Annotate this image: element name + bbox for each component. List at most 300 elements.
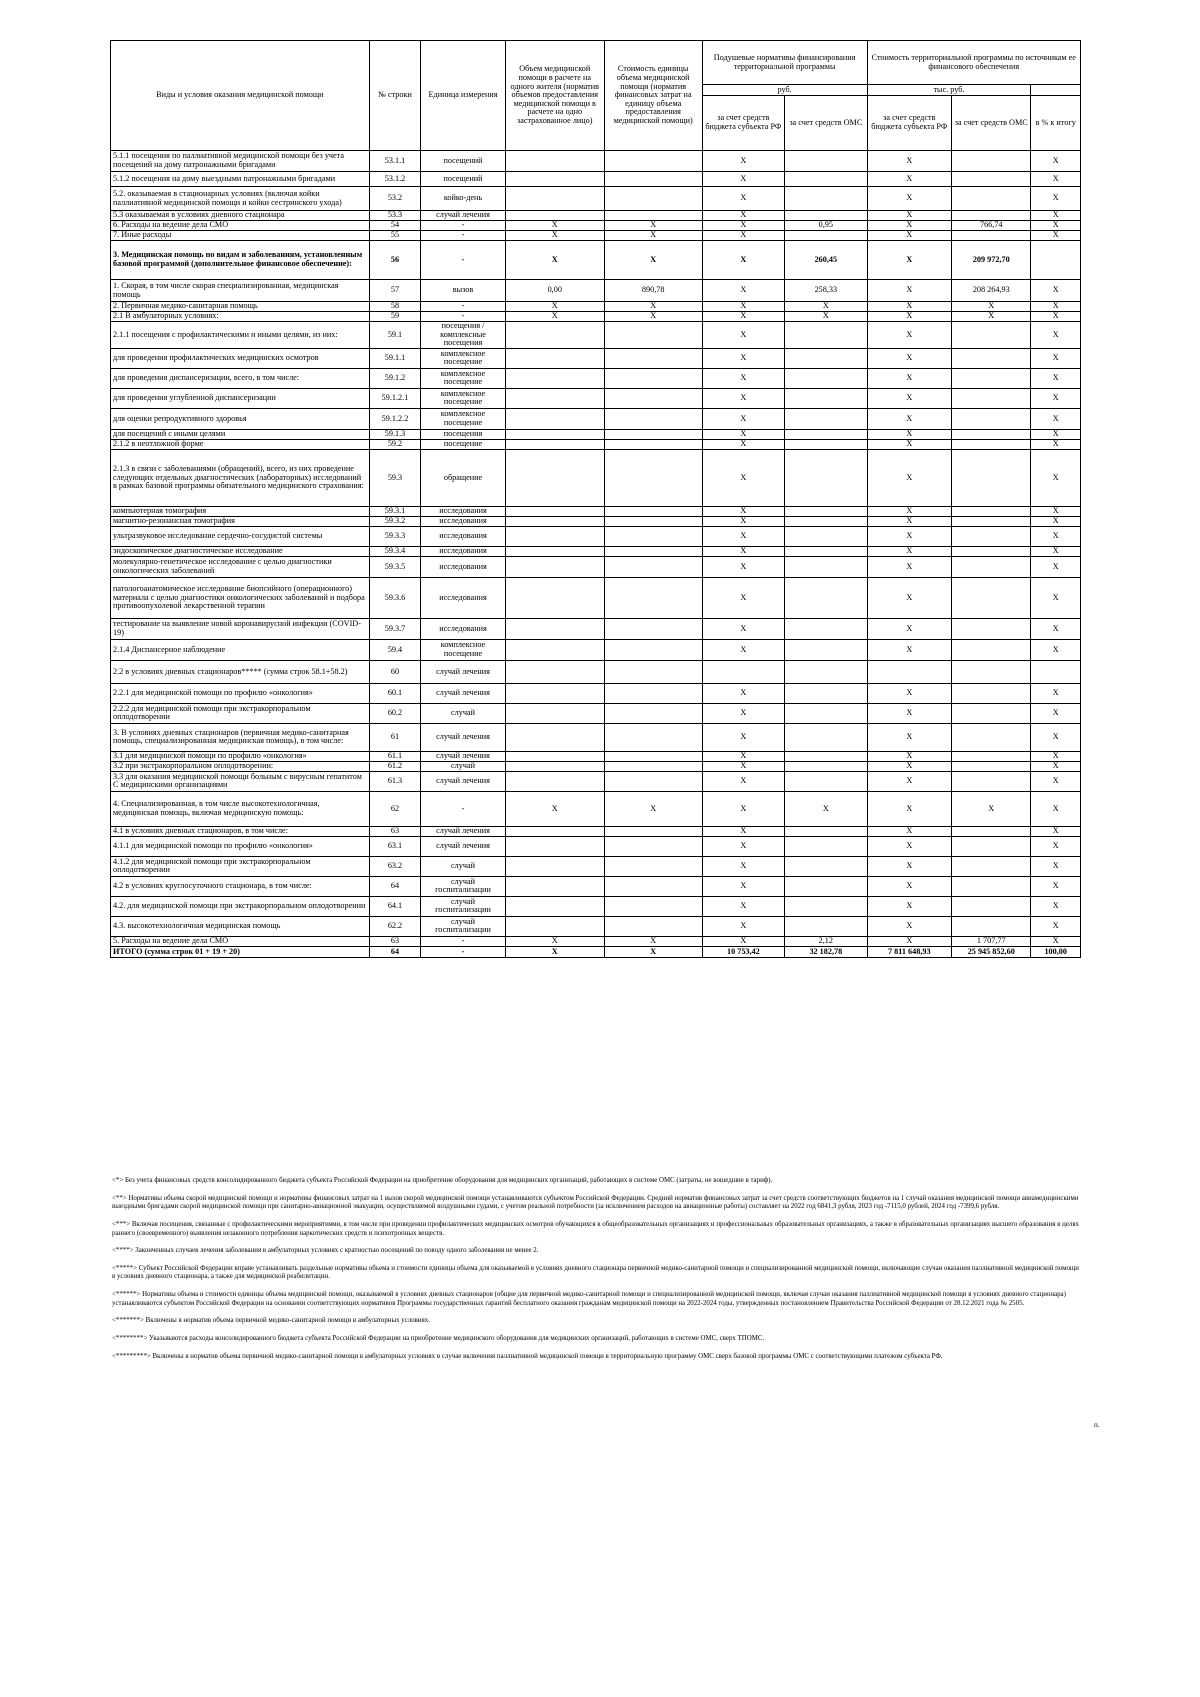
cell-o: [785, 172, 867, 187]
cell-p: X: [1031, 368, 1081, 388]
cell-b2: X: [867, 408, 952, 429]
table-row: [111, 826, 1081, 836]
cell-cost: [604, 526, 702, 546]
table-row: [111, 506, 1081, 516]
cell-o: [785, 187, 867, 211]
cell-b2: X: [867, 876, 952, 896]
cell-unit: случай лечения: [421, 660, 506, 683]
cell-o2: [952, 322, 1031, 349]
cell-no: 55: [369, 231, 421, 241]
cell-o2: [952, 516, 1031, 526]
cell-no: 62.2: [369, 916, 421, 936]
program-table-sheet: [110, 40, 1081, 958]
cell-b: X: [702, 302, 784, 312]
header-budget: за счет средств бюджета субъекта РФ: [702, 96, 784, 151]
cell-unit: исследования: [421, 556, 506, 577]
footnote: <*********> Включены в норматив объема первичной медико-санитарной помощи в амбулаторных условиях в случае включения паллиативной медицинской помощи в территориальную программу ОМС сверх базовой программы ОМС с соответствующими платежом субъекта РФ.: [112, 1352, 943, 1360]
cell-b2: X: [867, 836, 952, 856]
cell-unit: случай лечения: [421, 836, 506, 856]
cell-name: 4.1.2 для медицинской помощи при экстракорпоральном оплодотворении: [111, 856, 370, 876]
cell-name: 4.2. для медицинской помощи при экстракорпоральном оплодотворении: [111, 896, 370, 916]
cell-b2: X: [867, 221, 952, 231]
cell-no: 63.2: [369, 856, 421, 876]
cell-vol: X: [505, 936, 604, 946]
cell-unit: случай лечения: [421, 211, 506, 221]
cell-name: 6. Расходы на ведение дела СМО: [111, 221, 370, 231]
table-row: [111, 312, 1081, 322]
cell-p: X: [1031, 322, 1081, 349]
cell-cost: X: [604, 231, 702, 241]
cell-vol: [505, 771, 604, 791]
cell-b2: X: [867, 388, 952, 408]
cell-no: 59.3.7: [369, 618, 421, 639]
cell-no: 59.1.2: [369, 368, 421, 388]
cell-o2: [952, 856, 1031, 876]
cell-p: X: [1031, 856, 1081, 876]
cell-cost: 890,78: [604, 280, 702, 302]
cell-cost: [604, 577, 702, 618]
cell-unit: исследования: [421, 506, 506, 516]
cell-b2: X: [867, 771, 952, 791]
cell-unit: -: [421, 302, 506, 312]
table-row: [111, 751, 1081, 761]
cell-o2: [952, 506, 1031, 516]
cell-unit: вызов: [421, 280, 506, 302]
cell-name: для проведения профилактических медицинских осмотров: [111, 348, 370, 368]
cell-vol: [505, 187, 604, 211]
cell-unit: посещений: [421, 151, 506, 172]
cell-name: для проведения диспансеризации, всего, в том числе:: [111, 368, 370, 388]
cell-cost: X: [604, 946, 702, 957]
cell-b: X: [702, 723, 784, 751]
cell-name: 2.1.3 в связи с заболеваниями (обращений), всего, из них проведение следующих отдельных диагностических (лабораторных) исследований в рамках базовой программы обязательного медицинского страхования:: [111, 449, 370, 506]
cell-o2: [952, 151, 1031, 172]
cell-o2: 1 707,77: [952, 936, 1031, 946]
cell-name: ультразвуковое исследование сердечно-сосудистой системы: [111, 526, 370, 546]
table-row: [111, 761, 1081, 771]
cell-o2: [952, 761, 1031, 771]
cell-cost: [604, 683, 702, 703]
table-row: [111, 916, 1081, 936]
cell-name: 5.2. оказываемая в стационарных условиях (включая койки паллиативной медицинской помощи и койки сестринского ухода): [111, 187, 370, 211]
cell-no: 58: [369, 302, 421, 312]
cell-o: [785, 516, 867, 526]
cell-cost: [604, 896, 702, 916]
cell-no: 59.3.6: [369, 577, 421, 618]
cell-p: X: [1031, 639, 1081, 660]
cell-b2: X: [867, 826, 952, 836]
cell-vol: [505, 751, 604, 761]
cell-o2: [952, 771, 1031, 791]
cell-p: X: [1031, 312, 1081, 322]
cell-name: 4.1.1 для медицинской помощи по профилю «онкология»: [111, 836, 370, 856]
cell-b: X: [702, 408, 784, 429]
table-row: [111, 836, 1081, 856]
cell-p: X: [1031, 703, 1081, 723]
cell-o: 2,12: [785, 936, 867, 946]
header-per-capita-unit: руб.: [702, 85, 867, 96]
cell-o2: [952, 187, 1031, 211]
cell-name: 4. Специализированная, в том числе высокотехнологичная, медицинская помощь, включая медицинскую помощь:: [111, 791, 370, 826]
cell-o: 258,33: [785, 280, 867, 302]
table-row: [111, 151, 1081, 172]
cell-cost: [604, 761, 702, 771]
cell-cost: [604, 556, 702, 577]
cell-p: X: [1031, 683, 1081, 703]
cell-b: X: [702, 221, 784, 231]
cell-name: 2.1 В амбулаторных условиях:: [111, 312, 370, 322]
cell-b: X: [702, 368, 784, 388]
cell-vol: [505, 761, 604, 771]
cell-o: X: [785, 312, 867, 322]
cell-b: X: [702, 312, 784, 322]
cell-o: [785, 856, 867, 876]
cell-p: X: [1031, 388, 1081, 408]
cell-unit: исследования: [421, 546, 506, 556]
cell-cost: [604, 172, 702, 187]
cell-o: [785, 388, 867, 408]
cell-vol: [505, 618, 604, 639]
cell-p: X: [1031, 211, 1081, 221]
cell-o: X: [785, 302, 867, 312]
cell-b: X: [702, 826, 784, 836]
cell-b2: X: [867, 556, 952, 577]
cell-no: 61.1: [369, 751, 421, 761]
cell-name: 3. Медицинская помощь по видам и заболеваниям, установленным базовой программой (дополнительное финансовое обеспечение):: [111, 241, 370, 280]
cell-unit: случай госпитализации: [421, 896, 506, 916]
cell-b: X: [702, 231, 784, 241]
cell-b: X: [702, 556, 784, 577]
table-row: [111, 368, 1081, 388]
cell-b2: X: [867, 683, 952, 703]
cell-unit: случай: [421, 761, 506, 771]
header-row-number: № строки: [369, 41, 421, 151]
table-row: [111, 322, 1081, 349]
cell-cost: [604, 826, 702, 836]
cell-b2: X: [867, 231, 952, 241]
cell-no: 60: [369, 660, 421, 683]
cell-vol: X: [505, 946, 604, 957]
cell-o: [785, 703, 867, 723]
cell-cost: X: [604, 241, 702, 280]
cell-b2: 7 811 648,93: [867, 946, 952, 957]
cell-vol: [505, 348, 604, 368]
cell-o: [785, 683, 867, 703]
cell-no: 59: [369, 312, 421, 322]
cell-vol: [505, 703, 604, 723]
cell-o: [785, 577, 867, 618]
cell-p: X: [1031, 526, 1081, 546]
cell-cost: X: [604, 791, 702, 826]
cell-o: X: [785, 791, 867, 826]
cell-o2: 208 264,93: [952, 280, 1031, 302]
cell-p: 100,00: [1031, 946, 1081, 957]
header-percent: в % к итогу: [1031, 96, 1081, 151]
cell-cost: [604, 439, 702, 449]
cell-p: X: [1031, 302, 1081, 312]
cell-vol: [505, 439, 604, 449]
cell-p: X: [1031, 771, 1081, 791]
cell-b2: X: [867, 516, 952, 526]
cell-vol: [505, 577, 604, 618]
cell-vol: [505, 546, 604, 556]
cell-b: X: [702, 771, 784, 791]
footnote: <********> Указываются расходы консолидированного бюджета субъекта Российской Федерации на приобретение медицинского оборудования для медицинских организаций, работающих в системе ОМС, сверх ТПОМС.: [112, 1334, 765, 1342]
cell-unit: случай лечения: [421, 751, 506, 761]
cell-cost: [604, 187, 702, 211]
cell-p: X: [1031, 506, 1081, 516]
cell-name: 5. Расходы на ведение дела СМО: [111, 936, 370, 946]
cell-vol: [505, 368, 604, 388]
cell-unit: исследования: [421, 516, 506, 526]
cell-unit: -: [421, 231, 506, 241]
cell-o2: [952, 408, 1031, 429]
cell-o2: [952, 836, 1031, 856]
cell-name: для проведения углубленной диспансеризации: [111, 388, 370, 408]
cell-p: X: [1031, 826, 1081, 836]
cell-no: 53.2: [369, 187, 421, 211]
cell-cost: [604, 639, 702, 660]
cell-b: X: [702, 280, 784, 302]
cell-vol: X: [505, 312, 604, 322]
cell-unit: комплексное посещение: [421, 639, 506, 660]
cell-p: X: [1031, 439, 1081, 449]
cell-b: X: [702, 896, 784, 916]
cell-p: X: [1031, 221, 1081, 231]
table-row: [111, 577, 1081, 618]
cell-p: X: [1031, 546, 1081, 556]
cell-b: X: [702, 172, 784, 187]
cell-p: X: [1031, 449, 1081, 506]
cell-b: X: [702, 241, 784, 280]
cell-b2: X: [867, 439, 952, 449]
cell-o2: [952, 172, 1031, 187]
cell-b2: X: [867, 211, 952, 221]
cell-name: для оценки репродуктивного здоровья: [111, 408, 370, 429]
cell-p: X: [1031, 348, 1081, 368]
cell-o: [785, 826, 867, 836]
cell-b2: X: [867, 449, 952, 506]
cell-o: [785, 896, 867, 916]
cell-o2: [952, 618, 1031, 639]
cell-b2: X: [867, 936, 952, 946]
cell-b2: X: [867, 506, 952, 516]
cell-o: [785, 348, 867, 368]
cell-o2: [952, 660, 1031, 683]
cell-o: [785, 526, 867, 546]
cell-o: [785, 639, 867, 660]
cell-b2: X: [867, 312, 952, 322]
cell-no: 64.1: [369, 896, 421, 916]
table-row: [111, 618, 1081, 639]
cell-o: 260,45: [785, 241, 867, 280]
cell-o: [785, 660, 867, 683]
cell-o2: X: [952, 302, 1031, 312]
cell-o2: [952, 388, 1031, 408]
cell-vol: [505, 683, 604, 703]
cell-unit: случай госпитализации: [421, 916, 506, 936]
cell-o2: [952, 639, 1031, 660]
cell-vol: [505, 388, 604, 408]
cell-p: X: [1031, 187, 1081, 211]
table-row: [111, 187, 1081, 211]
cell-o2: [952, 577, 1031, 618]
cell-cost: [604, 836, 702, 856]
cell-cost: [604, 388, 702, 408]
cell-o2: X: [952, 312, 1031, 322]
table-row: [111, 302, 1081, 312]
cell-o: [785, 556, 867, 577]
cell-p: X: [1031, 516, 1081, 526]
cell-no: 59.2: [369, 439, 421, 449]
cell-unit: случай лечения: [421, 771, 506, 791]
cell-name: 2.1.4 Диспансерное наблюдение: [111, 639, 370, 660]
table-row: [111, 516, 1081, 526]
header-volume: Объем медицинской помощи в расчете на одного жителя (норматив объемов предоставления медицинской помощи в расчете на одно застрахованное лицо): [505, 41, 604, 151]
cell-no: 53.1.1: [369, 151, 421, 172]
cell-p: X: [1031, 577, 1081, 618]
cell-b: X: [702, 506, 784, 516]
header-oms-2: за счет средств ОМС: [952, 96, 1031, 151]
cell-o2: [952, 723, 1031, 751]
cell-b2: X: [867, 302, 952, 312]
cell-unit: исследования: [421, 618, 506, 639]
cell-o: [785, 876, 867, 896]
cell-b2: X: [867, 368, 952, 388]
cell-cost: X: [604, 312, 702, 322]
cell-b2: X: [867, 577, 952, 618]
cell-vol: X: [505, 241, 604, 280]
cell-p: X: [1031, 556, 1081, 577]
cell-cost: X: [604, 302, 702, 312]
cell-p: X: [1031, 280, 1081, 302]
table-row: [111, 408, 1081, 429]
cell-unit: комплексное посещение: [421, 388, 506, 408]
cell-o2: [952, 211, 1031, 221]
cell-p: X: [1031, 408, 1081, 429]
cell-unit: посещение: [421, 439, 506, 449]
cell-name: 2.1.2 в неотложной форме: [111, 439, 370, 449]
footnote: <*******> Включены в норматив объема первичной медико-санитарной помощи в амбулаторных условиях.: [112, 1317, 430, 1325]
table-row: [111, 172, 1081, 187]
cell-o: [785, 408, 867, 429]
cell-name: эндоскопическое диагностическое исследование: [111, 546, 370, 556]
cell-b2: X: [867, 618, 952, 639]
table-row: [111, 280, 1081, 302]
cell-name: 5.1.2 посещения на дому выездными патронажными бригадами: [111, 172, 370, 187]
cell-cost: [604, 916, 702, 936]
footnotes: [112, 1177, 1082, 1370]
cell-o2: [952, 826, 1031, 836]
cell-unit: случай госпитализации: [421, 876, 506, 896]
cell-vol: [505, 660, 604, 683]
cell-no: 59.1.1: [369, 348, 421, 368]
cell-unit: посещения / комплексные посещения: [421, 322, 506, 349]
cell-no: 53.1.2: [369, 172, 421, 187]
cell-o2: X: [952, 791, 1031, 826]
cell-vol: [505, 408, 604, 429]
cell-name: молекулярно-генетическое исследование с целью диагностики онкологических заболеваний: [111, 556, 370, 577]
cell-vol: X: [505, 302, 604, 312]
table-row: [111, 856, 1081, 876]
cell-vol: [505, 429, 604, 439]
footnote: <***> Включая посещения, связанные с профилактическими мероприятиями, в том числе при проведении профилактических медицинских осмотров обучающихся в общеобразовательных организациях и профессиональных образовательных организациях, а также в образовательных организациях высшего образования в целях раннего (своевременного) выявления незаконного потребления наркотических средств и психотропных веществ.: [112, 1220, 1079, 1237]
cell-o2: [952, 683, 1031, 703]
cell-o: 32 182,78: [785, 946, 867, 957]
cell-b2: X: [867, 639, 952, 660]
cell-name: 3.3 для оказания медицинской помощи больным с вирусным гепатитом С медицинскими организациями: [111, 771, 370, 791]
header-budget-2: за счет средств бюджета субъекта РФ: [867, 96, 952, 151]
cell-vol: [505, 506, 604, 516]
cell-cost: [604, 322, 702, 349]
header-territorial-cost: Стоимость территориальной программы по источникам ее финансового обеспечения: [867, 41, 1080, 85]
cell-no: 61: [369, 723, 421, 751]
cell-vol: [505, 172, 604, 187]
cell-name: 2.2.2 для медицинской помощи при экстракорпоральном оплодотворении: [111, 703, 370, 723]
cell-cost: [604, 151, 702, 172]
cell-name: для посещений с иными целями: [111, 429, 370, 439]
cell-unit: случай лечения: [421, 826, 506, 836]
cell-unit: -: [421, 936, 506, 946]
table-row: [111, 449, 1081, 506]
header-type: Виды и условия оказания медицинской помощи: [111, 41, 370, 151]
cell-b2: X: [867, 761, 952, 771]
cell-o2: 209 972,70: [952, 241, 1031, 280]
cell-p: X: [1031, 936, 1081, 946]
cell-p: X: [1031, 151, 1081, 172]
cell-o2: 766,74: [952, 221, 1031, 231]
table-row: [111, 231, 1081, 241]
cell-o: [785, 546, 867, 556]
table-row: [111, 896, 1081, 916]
cell-o: [785, 368, 867, 388]
cell-b2: X: [867, 703, 952, 723]
cell-o: [785, 211, 867, 221]
cell-unit: -: [421, 312, 506, 322]
cell-p: X: [1031, 761, 1081, 771]
cell-unit: случай: [421, 856, 506, 876]
cell-p: X: [1031, 429, 1081, 439]
cell-name: 2.1.1 посещения с профилактическими и иными целями, из них:: [111, 322, 370, 349]
cell-unit: случай: [421, 703, 506, 723]
cell-vol: [505, 556, 604, 577]
cell-p: [1031, 660, 1081, 683]
cell-b: X: [702, 836, 784, 856]
cell-b: X: [702, 577, 784, 618]
cell-b: X: [702, 516, 784, 526]
cell-o2: [952, 429, 1031, 439]
cell-vol: [505, 639, 604, 660]
cell-b: X: [702, 683, 784, 703]
cell-name: компьютерная томография: [111, 506, 370, 516]
cell-no: 59.3.3: [369, 526, 421, 546]
cell-b: X: [702, 322, 784, 349]
table-row: [111, 703, 1081, 723]
cell-no: 64: [369, 876, 421, 896]
cell-b2: X: [867, 151, 952, 172]
cell-cost: [604, 408, 702, 429]
cell-name: магнитно-резонансная томография: [111, 516, 370, 526]
cell-o2: 25 945 852,60: [952, 946, 1031, 957]
cell-vol: [505, 151, 604, 172]
cell-b2: X: [867, 187, 952, 211]
cell-no: 60.2: [369, 703, 421, 723]
cell-unit: исследования: [421, 526, 506, 546]
cell-cost: [604, 506, 702, 516]
cell-cost: [604, 429, 702, 439]
cell-no: 61.2: [369, 761, 421, 771]
cell-b2: X: [867, 916, 952, 936]
